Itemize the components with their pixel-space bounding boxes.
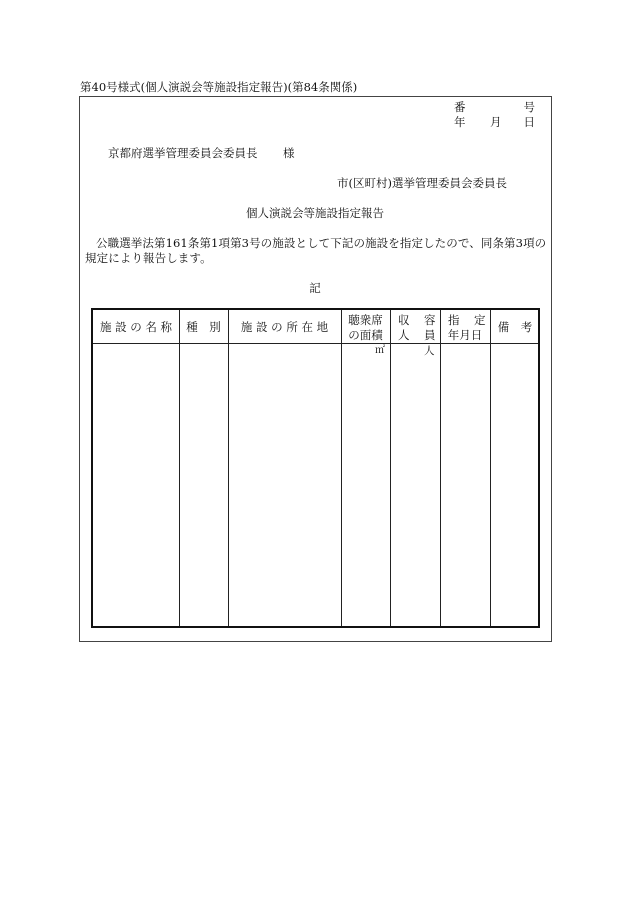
area-unit: ㎡ [375,345,385,356]
header-designation-date: 年月日 [447,328,483,342]
date-month: 月 [490,115,502,129]
document-date-line [454,115,535,129]
column-divider [440,310,441,626]
document-number-line [454,100,535,114]
column-divider [390,310,391,626]
header-capacity-char: 容 [424,313,436,327]
date-day: 日 [523,115,535,129]
column-divider [341,310,342,626]
report-body: 公職選挙法第161条第1項第3号の施設として下記の施設を指定したので、同条第3項の規定により報告します。 [85,236,547,265]
ki-label: 記 [309,281,321,295]
header-type: 種 別 [186,320,221,334]
addressee-name: 京都府選挙管理委員会委員長 [108,146,258,160]
header-capacity-char: 員 [424,328,436,342]
header-location: 施 設 の 所 在 地 [240,320,329,334]
date-year: 年 [454,115,466,129]
column-divider [228,310,229,626]
form-caption: 第40号様式(個人演説会等施設指定報告)(第84条関係) [80,80,358,94]
number-suffix: 号 [523,100,535,114]
column-divider [490,310,491,626]
capacity-unit: 人 [424,345,435,357]
header-remarks: 備 考 [497,320,533,334]
header-capacity-char: 収 [398,313,410,327]
header-seat-area-line2: の面積 [348,328,383,342]
column-divider [179,310,180,626]
header-designation-char: 定 [474,313,486,327]
number-label: 番 [454,100,466,114]
facility-table [91,308,540,628]
header-facility-name: 施 設 の 名 称 [99,320,173,334]
header-divider [93,343,538,344]
header-capacity-char: 人 [398,328,410,342]
header-seat-area-line1: 聴衆席 [348,313,383,327]
header-designation-char: 指 [448,313,460,327]
report-title: 個人演説会等施設指定報告 [246,206,384,220]
addressee-suffix: 様 [283,146,295,160]
sender-name: 市(区町村)選挙管理委員会委員長 [337,176,507,190]
